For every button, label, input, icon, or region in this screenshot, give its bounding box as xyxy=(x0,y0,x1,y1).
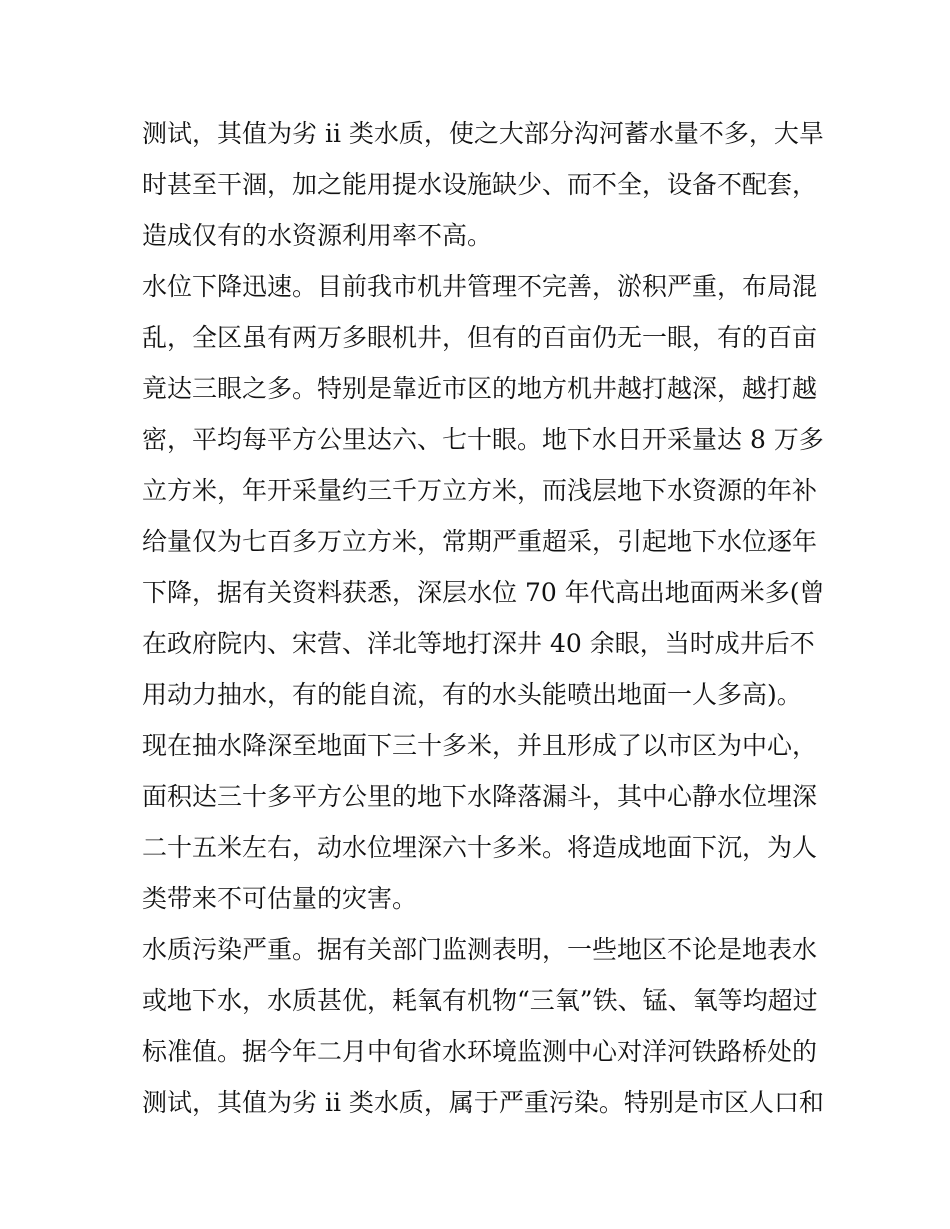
text-line: 给量仅为七百多万立方米，常期严重超采，引起地下水位逐年 xyxy=(142,527,818,556)
text-line: 时甚至干涸，加之能用提水设施缺少、而不全，设备不配套， xyxy=(142,170,818,199)
text-line: 立方米，年开采量约三千万立方米，而浅层地下水资源的年补 xyxy=(142,476,818,505)
text-line: 用动力抽水，有的能自流，有的水头能喷出地面一人多高)。 xyxy=(142,680,802,709)
text-line: 下降，据有关资料获悉，深层水位 70 年代高出地面两米多(曾 xyxy=(142,578,825,607)
text-line: 水位下降迅速。目前我市机井管理不完善，淤积严重，布局混 xyxy=(142,272,818,301)
text-line: 二十五米左右，动水位埋深六十多米。将造成地面下沉，为人 xyxy=(142,833,818,862)
text-line: 现在抽水降深至地面下三十多米，并且形成了以市区为中心， xyxy=(142,731,818,760)
text-line: 测试，其值为劣 ii 类水质，使之大部分沟河蓄水量不多，大旱 xyxy=(142,119,824,148)
body-text xyxy=(142,108,825,1128)
text-line: 密，平均每平方公里达六、七十眼。地下水日开采量达 8 万多 xyxy=(142,425,824,454)
text-line: 水质污染严重。据有关部门监测表明，一些地区不论是地表水 xyxy=(142,935,818,964)
text-line: 乱，全区虽有两万多眼机井，但有的百亩仍无一眼，有的百亩 xyxy=(142,323,818,352)
text-line: 竟达三眼之多。特别是靠近市区的地方机井越打越深，越打越 xyxy=(142,374,818,403)
text-line: 面积达三十多平方公里的地下水降落漏斗，其中心静水位埋深 xyxy=(142,782,818,811)
text-line: 类带来不可估量的灾害。 xyxy=(142,884,418,913)
text-line: 或地下水，水质甚优，耗氧有机物“三氧”铁、锰、氧等均超过 xyxy=(142,986,818,1015)
text-line: 标准值。据今年二月中旬省水环境监测中心对洋河铁路桥处的 xyxy=(142,1037,818,1066)
text-line: 测试，其值为劣 ii 类水质，属于严重污染。特别是市区人口和 xyxy=(142,1088,824,1117)
text-line: 造成仅有的水资源利用率不高。 xyxy=(142,221,493,250)
text-line: 在政府院内、宋营、洋北等地打深井 40 余眼，当时成井后不 xyxy=(142,629,815,658)
